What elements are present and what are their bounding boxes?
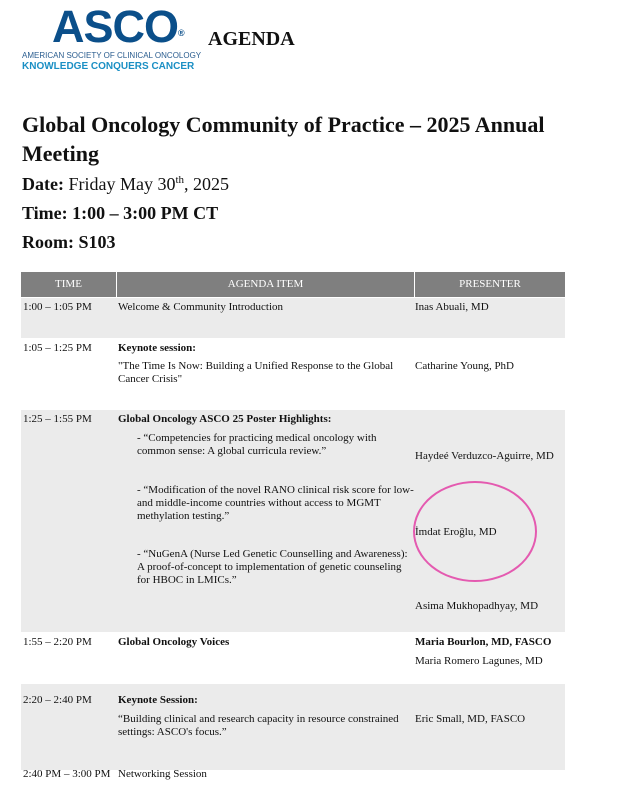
room-line [22,232,116,253]
row4-presenter-lead: Maria Bourlon, MD, FASCO [415,636,552,648]
row5-time: 2:20 – 2:40 PM [23,694,92,706]
header-time: TIME [21,272,116,297]
row6-item: Networking Session [118,768,207,780]
row6-time: 2:40 PM – 3:00 PM [23,768,111,780]
row5-item-text: “Building clinical and research capacity in resource constrained settings: ASCO's focus.” [118,713,399,738]
row5-presenter: Eric Small, MD, FASCO [415,713,526,725]
header-agenda-item: AGENDA ITEM [117,272,414,297]
row3-subitem: - “Modification of the novel RANO clinical risk score for low- and middle-income countries without access to MGMT methylation testing.” [137,484,414,522]
row3-presenter: İmdat Eroğlu, MD [415,526,497,538]
row3-time: 1:25 – 1:55 PM [23,413,92,425]
time-label: Time: [22,203,68,223]
registered-mark: ® [178,28,185,38]
time-value: 1:00 – 3:00 PM CT [72,203,219,223]
header-presenter: PRESENTER [415,272,565,297]
row2-item-title: Keynote session: [118,342,196,354]
annotation-circle [413,481,537,582]
date-text: Friday May 30 [68,174,176,194]
logo-main: ASCO [52,1,179,52]
room-value: S103 [78,232,116,252]
row4-item: Global Oncology Voices [118,636,230,648]
agenda-table [21,272,565,782]
row3-subitem: - “NuGenA (Nurse Led Genetic Counselling and Awareness): A proof-of-concept to implementation of genetic counseling for HBOC in LMICs.” [137,548,408,586]
logo-org-name: AMERICAN SOCIETY OF CLINICAL ONCOLOGY [22,51,202,60]
row1-time: 1:00 – 1:05 PM [23,301,92,313]
row4-time: 1:55 – 2:20 PM [23,636,92,648]
row3-subitem: - “Competencies for practicing medical oncology with common sense: A global curricula review.” [137,432,377,457]
date-line [22,174,229,195]
room-label: Room: [22,232,74,252]
row2-presenter: Catharine Young, PhD [415,360,515,372]
row3-presenter: Asima Mukhopadhyay, MD [415,600,539,612]
asco-logo [52,1,185,52]
row2-item-text: "The Time Is Now: Building a Unified Response to the Global Cancer Crisis" [118,360,394,385]
row4-presenter: Maria Romero Lagunes, MD [415,655,543,667]
row1-item: Welcome & Community Introduction [118,301,284,313]
row5-item-title: Keynote Session: [118,694,198,706]
time-line [22,203,218,224]
date-label: Date: [22,174,64,194]
page-title: Global Oncology Community of Practice – 2025 Annual Meeting [22,112,545,166]
date-year: , 2025 [184,174,230,194]
logo-tagline: KNOWLEDGE CONQUERS CANCER [22,61,195,72]
row2-time: 1:05 – 1:25 PM [23,342,92,354]
row3-presenter: Haydeé Verduzco-Aguirre, MD [415,450,554,462]
row1-presenter: Inas Abuali, MD [415,301,489,313]
agenda-label: AGENDA [208,28,295,50]
row3-item-title: Global Oncology ASCO 25 Poster Highlights: [118,413,332,425]
date-sup: th [175,174,185,186]
